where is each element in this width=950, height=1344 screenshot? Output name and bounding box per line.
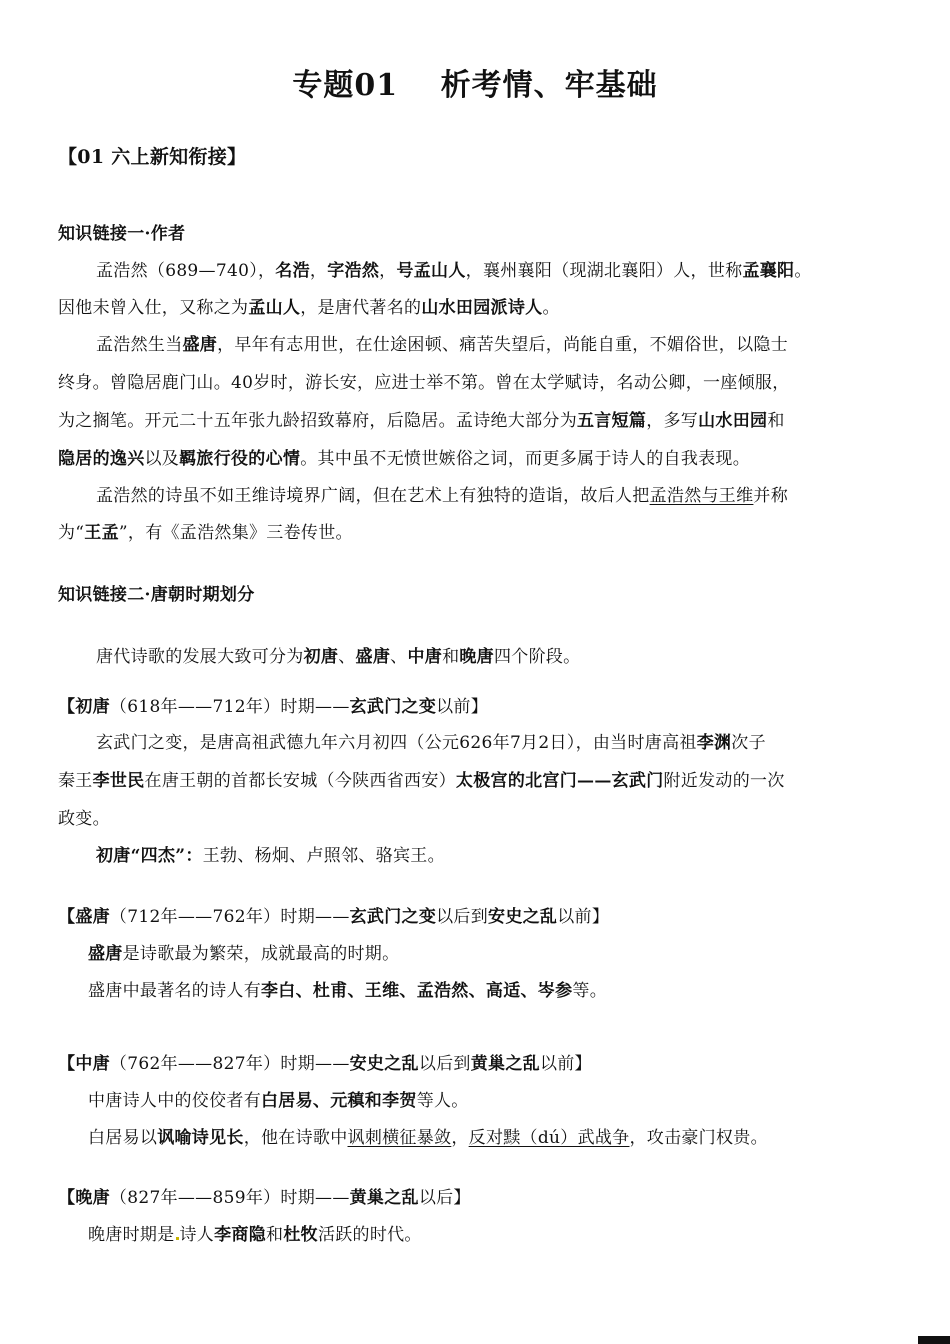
page-title: 专题01 析考情、牢基础 (292, 68, 658, 103)
early-tang-line3: 政变。 (58, 809, 110, 829)
high-tang-line1: 盛唐是诗歌最为繁荣，成就最高的时期。 (88, 944, 400, 964)
link1-p1-line1: 孟浩然（689—740），名浩，字浩然，号孟山人，襄州襄阳（现湖北襄阳）人，世称孟襄阳。 (96, 261, 812, 281)
mid-tang-line2: 白居易以讽喻诗见长，他在诗歌中讽刺横征暴敛，反对黩（dú）武战争，攻击豪门权贵。 (88, 1128, 768, 1148)
link1-p2-line1: 孟浩然生当盛唐，早年有志用世，在仕途困顿、痛苦失望后，尚能自重，不媚俗世，以隐士 (96, 335, 789, 355)
stray-mark (176, 1237, 179, 1240)
link1-p1-line2: 因他未曾入仕，又称之为孟山人，是唐代著名的山水田园派诗人。 (58, 298, 560, 318)
high-tang-line2: 盛唐中最著名的诗人有李白、杜甫、王维、孟浩然、高适、岑参等。 (88, 981, 608, 1001)
page-corner-mark (918, 1336, 950, 1344)
link1-p2-line4: 隐居的逸兴以及羁旅行役的心情。其中虽不无愤世嫉俗之词，而更多属于诗人的自我表现。 (58, 449, 751, 469)
link1-p2-line2: 终身。曾隐居鹿门山。40岁时，游长安，应进士举不第。曾在太学赋诗，名动公卿，一座倾服， (58, 373, 790, 393)
section-heading: 【01 六上新知衔接】 (58, 146, 247, 168)
early-tang-line1: 玄武门之变，是唐高祖武德九年六月初四（公元626年7月2日），由当时唐高祖李渊次子 (96, 733, 766, 753)
link2-intro: 唐代诗歌的发展大致可分为初唐、盛唐、中唐和晚唐四个阶段。 (96, 647, 581, 667)
late-tang-line1: 晚唐时期是 诗人李商隐和杜牧活跃的时代。 (88, 1225, 422, 1245)
link1-heading: 知识链接一·作者 (58, 224, 186, 244)
early-tang-four-talents: 初唐“四杰”：王勃、杨炯、卢照邻、骆宾王。 (96, 846, 445, 866)
link1-p2-line3: 为之搁笔。开元二十五年张九龄招致幕府，后隐居。孟诗绝大部分为五言短篇，多写山水田园和 (58, 411, 785, 431)
link2-heading: 知识链接二·唐朝时期划分 (58, 585, 255, 605)
link1-p3-line2: 为“王孟”，有《孟浩然集》三卷传世。 (58, 523, 353, 543)
mid-tang-line1: 中唐诗人中的佼佼者有白居易、元稹和李贺等人。 (88, 1091, 469, 1111)
mid-tang-heading: 【中唐（762年——827年）时期——安史之乱以后到黄巢之乱以前】 (58, 1054, 592, 1074)
high-tang-heading: 【盛唐（712年——762年）时期——玄武门之变以后到安史之乱以前】 (58, 907, 610, 927)
late-tang-heading: 【晚唐（827年——859年）时期——黄巢之乱以后】 (58, 1188, 471, 1208)
link1-p3-line1: 孟浩然的诗虽不如王维诗境界广阔，但在艺术上有独特的造诣，故后人把孟浩然与王维并称 (96, 486, 789, 506)
early-tang-heading: 【初唐（618年——712年）时期——玄武门之变以前】 (58, 697, 489, 717)
early-tang-line2: 秦王李世民在唐王朝的首都长安城（今陕西省西安）太极宫的北宫门——玄武门附近发动的一次 (58, 771, 785, 791)
